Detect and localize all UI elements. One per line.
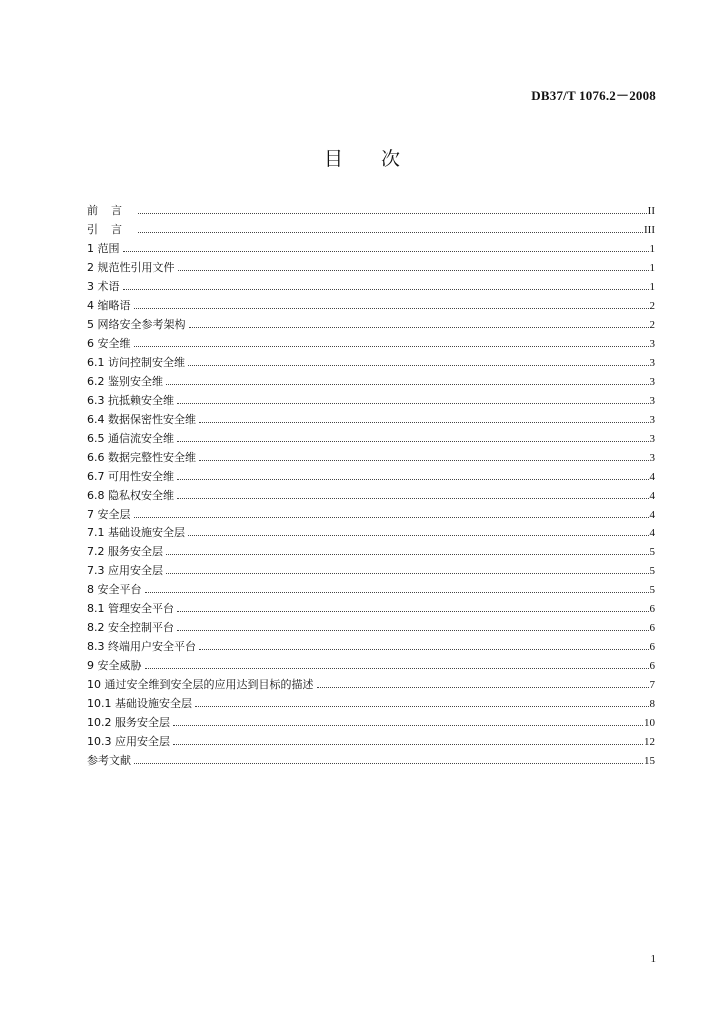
toc-entry-page: 5 [649, 584, 655, 597]
toc-entry-label: 8.1 管理安全平台 [87, 602, 174, 616]
toc-entry-label: 6.2 鉴别安全维 [87, 374, 163, 388]
toc-entry-page: 3 [649, 394, 655, 407]
toc-entry[interactable] [87, 297, 655, 316]
toc-entry[interactable] [87, 600, 655, 619]
toc-leader-dots [134, 517, 649, 518]
toc-entry-label: 2 规范性引用文件 [87, 260, 175, 274]
toc-entry[interactable] [87, 695, 655, 714]
toc-leader-dots [177, 441, 649, 442]
toc-entry-page: 2 [649, 299, 655, 312]
toc-entry-page: 6 [649, 641, 655, 654]
toc-entry[interactable] [87, 752, 655, 771]
toc-entry[interactable] [87, 619, 655, 638]
toc-entry-label: 9 安全威胁 [87, 659, 142, 673]
toc-entry-page: 3 [649, 337, 655, 350]
toc-leader-dots [123, 251, 649, 252]
toc-leader-dots [195, 706, 649, 707]
toc-leader-dots [188, 535, 649, 536]
toc-entry-page: 15 [644, 755, 655, 768]
toc-entry-label: 6.1 访问控制安全维 [87, 355, 185, 369]
toc-entry-label: 8.2 安全控制平台 [87, 621, 174, 635]
toc-leader-dots [199, 649, 649, 650]
toc-leader-dots [173, 725, 643, 726]
toc-leader-dots [177, 611, 649, 612]
toc-entry[interactable] [87, 354, 655, 373]
toc-entry-page: III [644, 223, 655, 236]
toc-entry-label: 8 安全平台 [87, 583, 142, 597]
toc-entry-label: 6.6 数据完整性安全维 [87, 450, 196, 464]
toc-entry[interactable] [87, 430, 655, 449]
toc-entry-page: 4 [649, 527, 655, 540]
toc-leader-dots [134, 308, 649, 309]
toc-entry-page: 3 [649, 356, 655, 369]
toc-leader-dots [177, 479, 649, 480]
toc-entry-page: 1 [649, 280, 655, 293]
toc-entry-label: 3 术语 [87, 279, 120, 293]
toc-leader-dots [166, 384, 649, 385]
toc-entry-page: 4 [649, 470, 655, 483]
toc-entry[interactable] [87, 733, 655, 752]
toc-entry-page: II [647, 205, 655, 217]
toc-entry-label: 7.3 应用安全层 [87, 564, 163, 578]
toc-entry-label: 1 范围 [87, 241, 120, 255]
toc-leader-dots [145, 668, 649, 669]
toc-entry-label: 10.1 基础设施安全层 [87, 697, 192, 711]
toc-entry[interactable] [87, 240, 655, 259]
toc-entry-page: 3 [649, 451, 655, 464]
toc-entry[interactable] [87, 543, 655, 562]
toc-leader-dots [123, 289, 649, 290]
toc-entry-page: 12 [644, 736, 655, 749]
toc-entry[interactable] [87, 392, 655, 411]
toc-title [0, 144, 724, 171]
toc-entry-page: 3 [649, 432, 655, 445]
toc-entry-label: 6.5 通信流安全维 [87, 431, 174, 445]
toc-entry-label: 6.8 隐私权安全维 [87, 488, 174, 502]
toc-leader-dots [138, 232, 643, 233]
toc-entry-page: 1 [649, 261, 655, 274]
toc-entry-label: 参考文献 [87, 754, 131, 768]
toc-entry-label: 7.1 基础设施安全层 [87, 526, 185, 540]
toc-leader-dots [177, 403, 649, 404]
toc-leader-dots [145, 592, 649, 593]
toc-leader-dots [166, 554, 649, 555]
toc-entry[interactable] [87, 411, 655, 430]
toc-entry-label: 6.4 数据保密性安全维 [87, 412, 196, 426]
toc-entry-page: 4 [649, 508, 655, 521]
toc-entry-page: 3 [649, 413, 655, 426]
toc-leader-dots [188, 365, 649, 366]
toc-entry[interactable] [87, 202, 655, 221]
toc-leader-dots [134, 346, 649, 347]
toc-entry[interactable] [87, 714, 655, 733]
toc-leader-dots [199, 460, 649, 461]
toc-entry[interactable] [87, 581, 655, 600]
toc-entry-page: 5 [649, 546, 655, 559]
toc-leader-dots [177, 630, 649, 631]
toc-entry-label: 8.3 终端用户安全平台 [87, 640, 196, 654]
toc-entry[interactable] [87, 524, 655, 543]
toc-entry[interactable] [87, 259, 655, 278]
toc-entry[interactable] [87, 562, 655, 581]
toc-leader-dots [166, 573, 649, 574]
toc-leader-dots [178, 270, 649, 271]
toc-entry-label: 6.3 抗抵赖安全维 [87, 393, 174, 407]
toc-entry[interactable] [87, 638, 655, 657]
toc-entry[interactable] [87, 278, 655, 297]
toc-entry-page: 6 [649, 603, 655, 616]
toc-entry-page: 6 [649, 660, 655, 673]
toc-entry-page: 5 [649, 565, 655, 578]
toc-entry-label: 前言 [87, 204, 135, 217]
toc-entry[interactable] [87, 316, 655, 335]
toc-entry-label: 4 缩略语 [87, 298, 131, 312]
toc-entry[interactable] [87, 657, 655, 676]
toc-entry[interactable] [87, 335, 655, 354]
toc-entry-page: 1 [649, 242, 655, 255]
toc-leader-dots [317, 687, 649, 688]
toc-leader-dots [199, 422, 649, 423]
toc-entry-page: 3 [649, 375, 655, 388]
toc-leader-dots [177, 498, 649, 499]
toc-entry[interactable] [87, 487, 655, 506]
toc-leader-dots [138, 213, 647, 214]
toc-entry-label: 10 通过安全维到安全层的应用达到目标的描述 [87, 678, 314, 692]
toc-entry-page: 7 [649, 679, 655, 692]
toc-title-part2: 次 [381, 148, 401, 170]
toc-entry-page: 8 [649, 698, 655, 711]
toc-entry-label: 6.7 可用性安全维 [87, 469, 174, 483]
toc-entry[interactable] [87, 506, 655, 525]
toc-entry[interactable] [87, 373, 655, 392]
toc-entry-page: 10 [644, 717, 655, 730]
toc-entry-label: 6 安全维 [87, 336, 131, 350]
toc-entry[interactable] [87, 221, 655, 240]
toc-entry-label: 10.3 应用安全层 [87, 735, 170, 749]
toc-entry-label: 7 安全层 [87, 507, 131, 521]
toc-entry[interactable] [87, 676, 655, 695]
toc-leader-dots [173, 744, 643, 745]
toc-entry[interactable] [87, 468, 655, 487]
toc-leader-dots [189, 327, 649, 328]
toc-entry-page: 2 [649, 318, 655, 331]
table-of-contents [87, 202, 655, 771]
toc-entry-label: 7.2 服务安全层 [87, 545, 163, 559]
toc-entry-label: 10.2 服务安全层 [87, 716, 170, 730]
toc-entry[interactable] [87, 449, 655, 468]
toc-entry-page: 4 [649, 489, 655, 502]
toc-entry-label: 5 网络安全参考架构 [87, 317, 186, 331]
toc-title-part1: 目 [323, 148, 343, 170]
document-code: DB37/T 1076.2－2008 [531, 88, 656, 103]
toc-entry-page: 6 [649, 622, 655, 635]
page-number: 1 [650, 953, 656, 965]
toc-entry-label: 引言 [87, 222, 135, 236]
toc-leader-dots [134, 763, 643, 764]
